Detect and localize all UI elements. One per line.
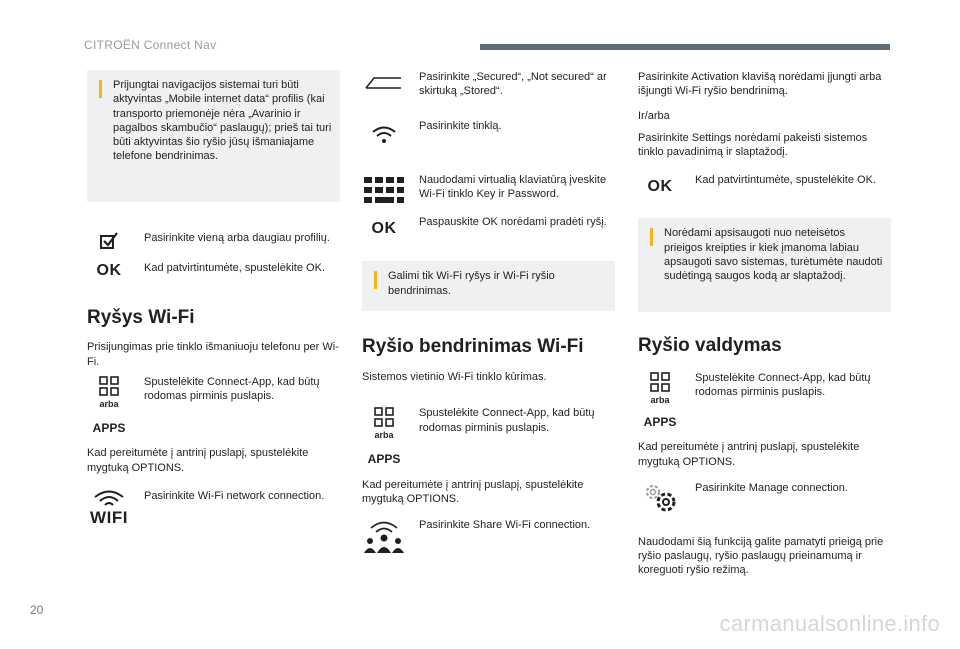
wifi-intro: Prisijungimas prie tinklo išmaniuoju telefonu per Wi-Fi. [87,341,339,368]
apps-icon: APPS [92,420,126,435]
column-2 [362,70,615,554]
step-connect-app: arba APPS Spustelėkite Connect-App, kad būtų rodomas pirminis puslapis. [92,376,320,435]
wifi-icon [92,489,126,507]
options-step: Kad pereitumėte į antrinį puslapį, spustelėkite mygtuką OPTIONS. [362,478,584,505]
options-step: Kad pereitumėte į antrinį puslapį, spustelėkite mygtuką OPTIONS. [87,447,309,474]
section-heading-wifi: Ryšys Wi-Fi [87,306,195,328]
watermark: carmanualsonline.info [719,611,940,637]
grid-apps-icon [649,371,671,393]
share-wifi-icon [364,518,404,554]
tab-folder-icon [365,76,403,90]
column-3 [638,70,891,578]
step-connect-app: arba APPS Spustelėkite Connect-App, kad būtų rodomas pirminis puslapis. [643,371,871,429]
info-note [87,70,340,202]
step-ok: OK Kad patvirtintumėte, spustelėkite OK. [87,261,340,282]
page-number: 20 [30,603,44,617]
settings-step: Pasirinkite Settings norėdami pakeisti sistemos tinklo pavadinimą ir slaptažodį. [638,131,868,159]
sharing-intro: Sistemos vietinio Wi-Fi tinklo kūrimas. [362,371,547,384]
gears-icon [640,481,680,515]
step-secured: Pasirinkite „Secured“, „Not secured“ ar skirtuką „Stored“. [362,70,615,99]
apps-icon: APPS [367,452,401,467]
section-heading-management: Ryšio valdymas [638,335,782,357]
info-note: Norėdami apsisaugoti nuo neteisėtos prieigos kreipties ir kiek įmanoma labiau apsaugoti savo sistemas, turėtumėte naudoti sudėtingą saugos kodą ar slaptažodį. [638,218,891,312]
grid-apps-icon [373,406,395,428]
apps-icon: APPS [643,414,677,429]
checkbox-icon [98,231,120,251]
section-heading-sharing: Ryšio bendrinimas Wi-Fi [362,336,584,358]
ok-icon: OK [647,178,673,196]
step-wifi-connection: WIFI Pasirinkite Wi-Fi network connection. [90,489,325,527]
activation-step: Pasirinkite Activation klavišą norėdami įjungti arba išjungti Wi-Fi ryšio bendrinimą. [638,71,882,98]
ok-icon: OK [371,219,397,237]
wifi-signal-icon [371,125,397,145]
keyboard-icon [364,177,404,205]
column-1 [87,70,340,529]
step-ok: OK Kad patvirtintumėte, spustelėkite OK. [638,173,891,198]
note-text: Prijungtai navigacijos sistemai turi būti aktyvintas „Mobile internet data“ profilis (kai transporto priemonėje nėra „Avarinio ir pagalbos skambučio“ paslaugų); prieš tai turi būti aktyvintas šio ryšio jūsų išmaniajame telefone bendrinimas. [113,79,332,163]
step-ok-connect: OK Paspauskite OK norėdami pradėti ryšį. [362,215,615,240]
step-keyboard: Naudodami virtualią klaviatūrą įveskite Wi-Fi tinklo Key ir Password. [362,173,615,205]
grid-apps-icon [98,375,120,397]
or-text: Ir/arba [638,109,670,122]
step-select-profiles: Pasirinkite vieną arba daugiau profilių. [87,231,340,251]
step-network: Pasirinkite tinklą. [362,119,615,145]
header-title: CITROËN Connect Nav [84,38,217,52]
management-outro: Naudodami šią funkciją galite pamatyti prieigą prie ryšio paslaugų, ryšio paslaugų prieinamumą ir koreguoti ryšio režimą. [638,535,884,577]
ok-icon: OK [96,262,122,279]
options-step: Kad pereitumėte į antrinį puslapį, spustelėkite mygtuką OPTIONS. [638,441,860,468]
step-manage: Pasirinkite Manage connection. [638,481,891,515]
step-connect-app: arba APPS Spustelėkite Connect-App, kad būtų rodomas pirminis puslapis. [367,407,595,467]
header-bar [480,44,890,50]
info-note: Galimi tik Wi-Fi ryšys ir Wi-Fi ryšio bendrinimas. [362,261,615,311]
step-share: Pasirinkite Share Wi-Fi connection. [362,518,615,554]
